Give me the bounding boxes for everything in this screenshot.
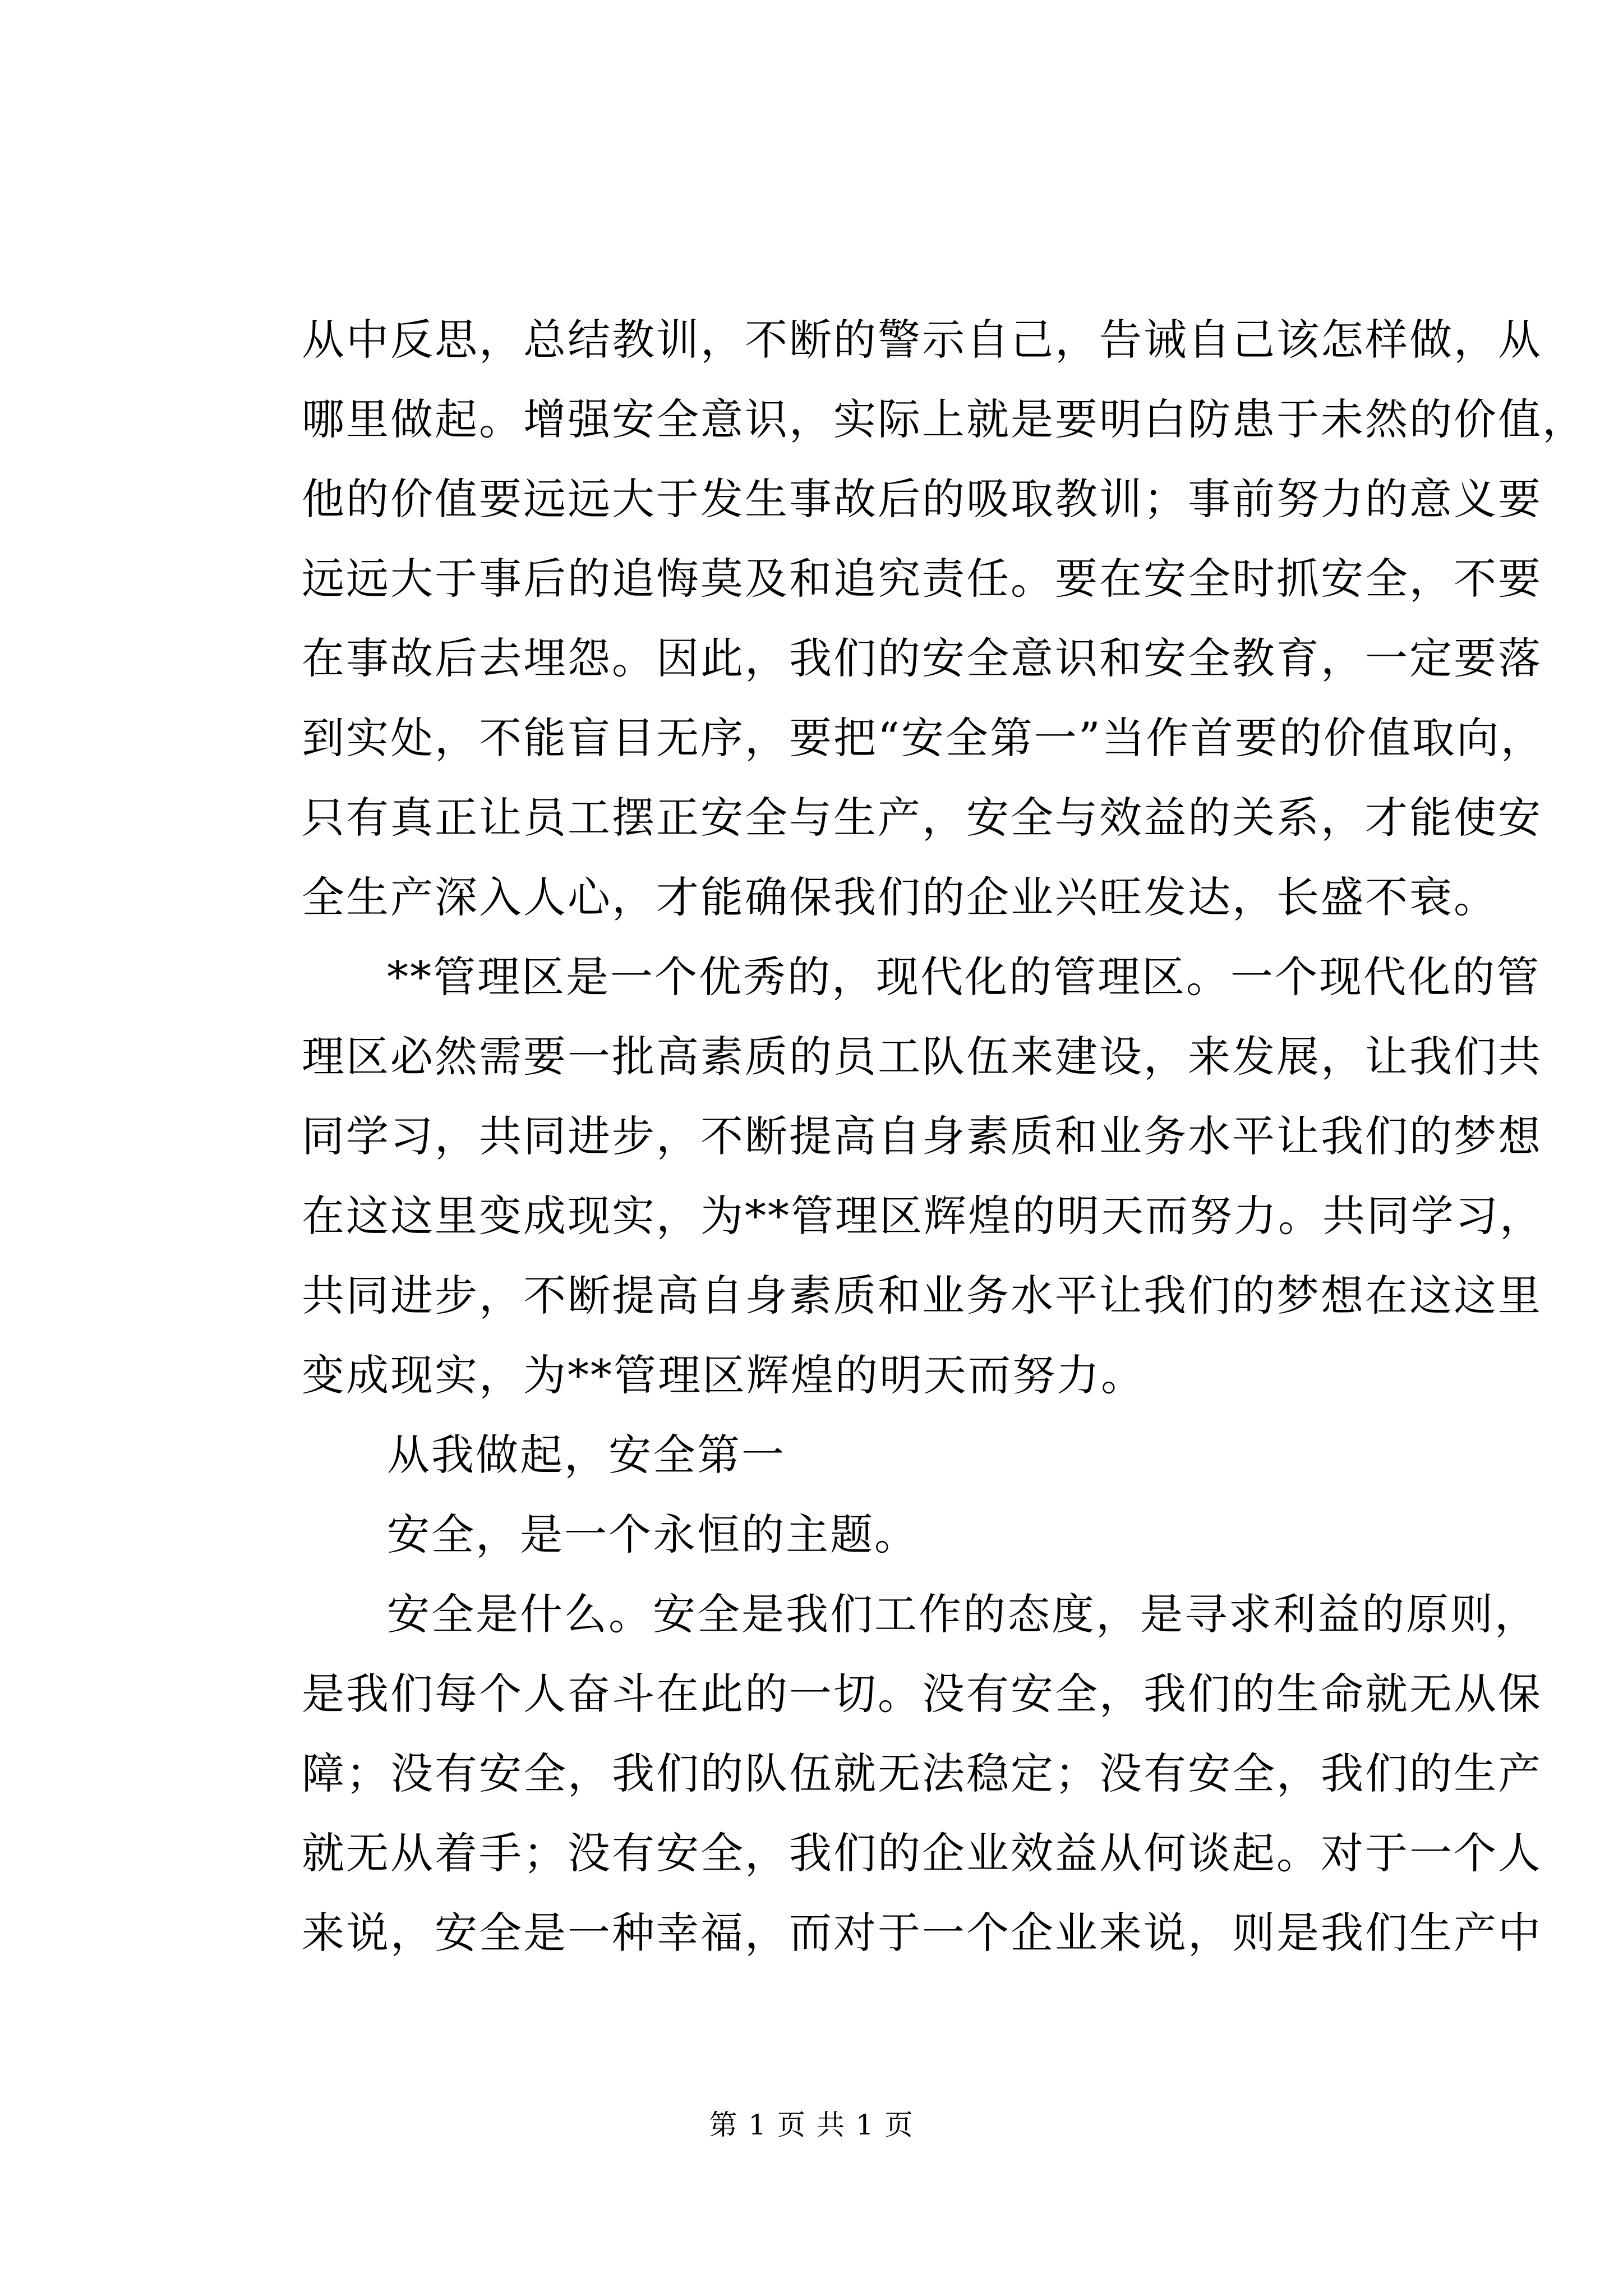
text-line: 全生产深入人心，才能确保我们的企业兴旺发达，长盛不衰。 (302, 872, 1498, 922)
text-line: 共同进步，不断提高自身素质和业务水平让我们的梦想在这这里 (302, 1271, 1542, 1320)
text-line: 安全是什么。安全是我们工作的态度，是寻求利益的原则， (387, 1589, 1539, 1639)
text-line: 到实处，不能盲目无序，要把“安全第一”当作首要的价值取向， (302, 713, 1545, 763)
paragraph-heading (302, 1415, 1418, 1495)
text-line: 哪里做起。增强安全意识，实际上就是要明白防患于未然的价值， (302, 394, 1587, 444)
text-line: 是我们每个人奋斗在此的一切。没有安全，我们的生命就无从保 (302, 1669, 1542, 1719)
paragraph-1 (302, 300, 1587, 937)
text-line: 在这这里变成现实，为**管理区辉煌的明天而努力。共同学习， (302, 1191, 1544, 1241)
text-line: 他的价值要远远大于发生事故后的吸取教训；事前努力的意义要 (302, 474, 1542, 524)
text-line: 理区必然需要一批高素质的员工队伍来建设，来发展，让我们共 (302, 1032, 1542, 1082)
text-line: 只有真正让员工摆正安全与生产，安全与效益的关系，才能使安 (302, 793, 1542, 843)
paragraph-4 (302, 1575, 1542, 1973)
page-number-footer: 第 1 页 共 1 页 (709, 2109, 914, 2141)
document-body (302, 300, 1587, 1973)
text-line: 在事故后去埋怨。因此，我们的安全意识和安全教育，一定要落 (302, 633, 1542, 683)
text-line: **管理区是一个优秀的，现代化的管理区。一个现代化的管 (387, 952, 1541, 1002)
text-line: 安全，是一个永恒的主题。 (387, 1510, 919, 1559)
paragraph-3 (302, 1495, 1418, 1575)
text-line: 来说，安全是一种幸福，而对于一个企业来说，则是我们生产中 (302, 1908, 1542, 1958)
text-line: 同学习，共同进步，不断提高自身素质和业务水平让我们的梦想 (302, 1111, 1542, 1161)
text-line: 从中反思，总结教训，不断的警示自己，告诫自己该怎样做，从 (302, 315, 1542, 365)
text-line: 远远大于事后的追悔莫及和追究责任。要在安全时抓安全，不要 (302, 554, 1542, 604)
text-line: 障；没有安全，我们的队伍就无法稳定；没有安全，我们的生产 (302, 1749, 1542, 1798)
text-line: 变成现实，为**管理区辉煌的明天而努力。 (302, 1350, 1145, 1400)
paragraph-2 (302, 937, 1544, 1415)
text-line: 从我做起，安全第一 (387, 1430, 786, 1480)
text-line: 就无从着手；没有安全，我们的企业效益从何谈起。对于一个人 (302, 1828, 1542, 1878)
